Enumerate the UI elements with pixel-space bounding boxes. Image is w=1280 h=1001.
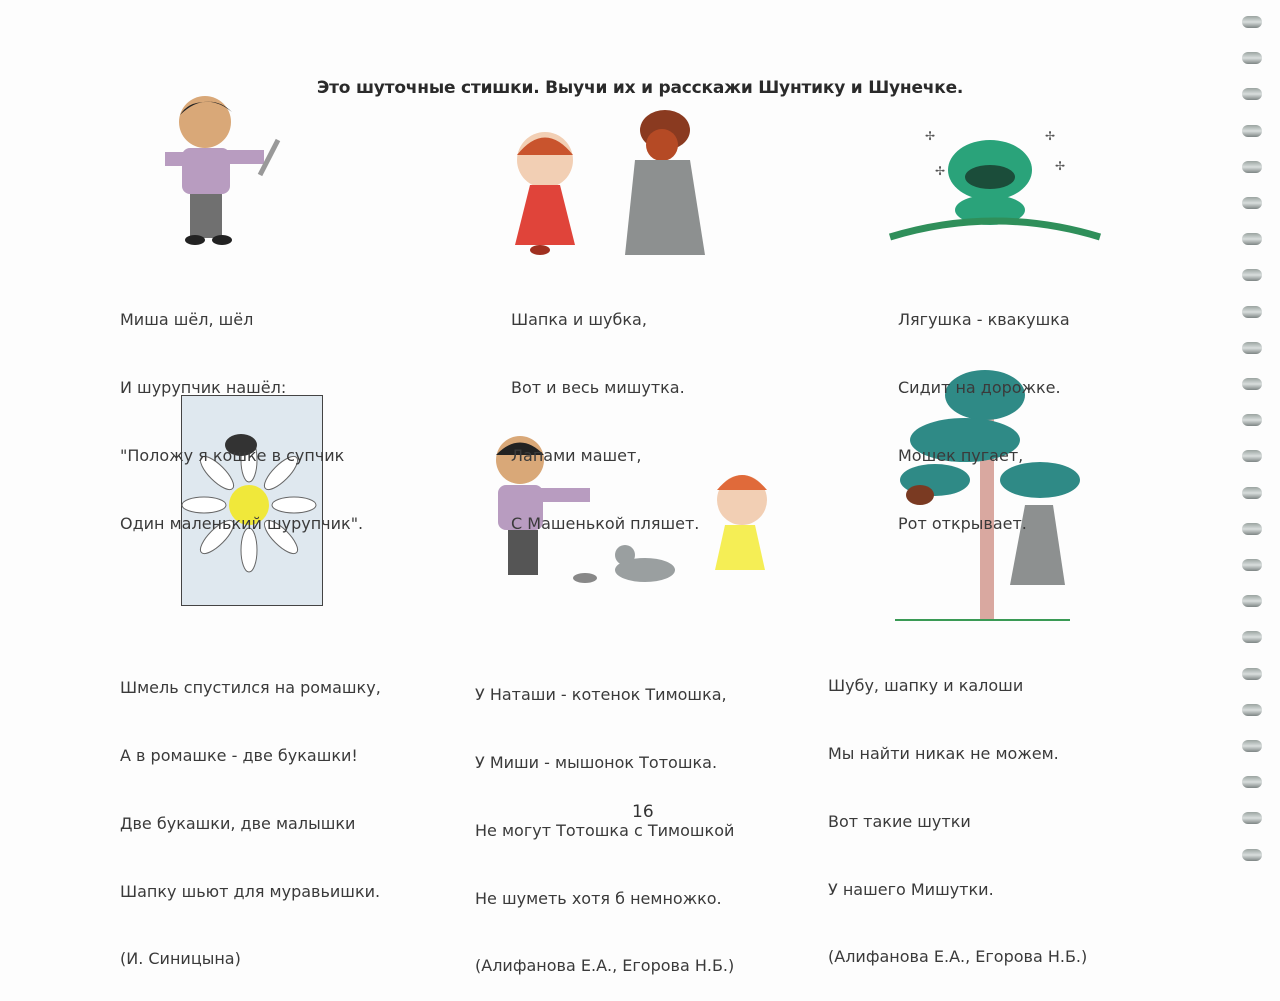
spiral-ring <box>1242 161 1262 173</box>
svg-text:✢: ✢ <box>935 164 946 178</box>
spiral-ring <box>1242 88 1262 100</box>
poem-line: Лапами машет, <box>511 445 642 465</box>
poem-line: Один маленький шурупчик". <box>120 513 364 533</box>
spiral-ring <box>1242 849 1262 861</box>
spiral-ring <box>1242 487 1262 499</box>
spiral-ring <box>1242 559 1262 571</box>
boy-with-screw-illustration <box>160 90 290 250</box>
spiral-ring <box>1242 595 1262 607</box>
poem-shubu-shapku <box>828 630 1087 992</box>
poem-lyagushka <box>898 264 1070 558</box>
poem-line: Шапка и шубка, <box>511 310 647 330</box>
girl-and-bear-illustration <box>500 105 715 260</box>
poem-natasha-kotenok <box>475 639 734 1001</box>
svg-text:✢: ✢ <box>925 129 936 143</box>
spiral-ring <box>1242 125 1262 137</box>
poem-line: Вот и весь мишутка. <box>511 377 685 397</box>
spiral-ring <box>1242 52 1262 64</box>
spiral-ring <box>1242 740 1262 752</box>
poem-line: У Наташи - котенок Тимошка, <box>475 685 727 705</box>
spiral-ring <box>1242 450 1262 462</box>
poem-line: Шубу, шапку и калоши <box>828 676 1024 696</box>
poem-line: У нашего Мишутки. <box>828 879 994 899</box>
poem-line: А в ромашке - две букашки! <box>120 745 358 765</box>
poem-line: Миша шёл, шёл <box>120 310 254 330</box>
poem-line: Шапку шьют для муравьишки. <box>120 881 381 901</box>
poem-line: Рот открывает. <box>898 513 1027 533</box>
page-title: Это шуточные стишки. Выучи их и расскажи Шунтику и Шунечке. <box>316 78 964 98</box>
spiral-ring <box>1242 631 1262 643</box>
poem-shmel <box>120 632 381 994</box>
spiral-ring <box>1242 704 1262 716</box>
poem-line: "Положу я кошке в супчик <box>120 445 345 465</box>
spiral-ring <box>1242 233 1262 245</box>
poem-author: (Алифанова Е.А., Егорова Н.Б.) <box>475 956 735 976</box>
poem-line: Лягушка - квакушка <box>898 310 1070 330</box>
spiral-ring <box>1242 16 1262 28</box>
spiral-ring <box>1242 378 1262 390</box>
poem-shapka-shubka <box>511 264 699 558</box>
spiral-ring <box>1242 668 1262 680</box>
spiral-ring <box>1242 414 1262 426</box>
spiral-ring <box>1242 776 1262 788</box>
poem-line: Шмель спустился на ромашку, <box>120 678 381 698</box>
spiral-ring <box>1242 812 1262 824</box>
poem-line: Сидит на дорожке. <box>898 377 1061 397</box>
spiral-ring <box>1242 342 1262 354</box>
poem-line: Вот такие шутки <box>828 811 971 831</box>
poem-author: (Алифанова Е.А., Егорова Н.Б.) <box>828 947 1088 967</box>
poem-line: Мы найти никак не можем. <box>828 743 1059 763</box>
poem-line: Не могут Тотошка с Тимошкой <box>475 820 735 840</box>
frog-illustration <box>885 125 1105 245</box>
poem-line: Мошек пугает, <box>898 445 1024 465</box>
poem-author: (И. Синицына) <box>120 949 241 969</box>
svg-text:✢: ✢ <box>1055 159 1066 173</box>
poem-line: Две букашки, две малышки <box>120 813 356 833</box>
svg-text:✢: ✢ <box>1045 129 1056 143</box>
poem-line: И шурупчик нашёл: <box>120 377 287 397</box>
spiral-ring <box>1242 306 1262 318</box>
spiral-ring <box>1242 269 1262 281</box>
spiral-ring <box>1242 523 1262 535</box>
spiral-binding <box>1242 10 1266 890</box>
spiral-ring <box>1242 197 1262 209</box>
poem-line: С Машенькой пляшет. <box>511 513 700 533</box>
poem-line: У Миши - мышонок Тотошка. <box>475 752 718 772</box>
poem-misha-screw <box>120 264 363 558</box>
poem-line: Не шуметь хотя б немножко. <box>475 888 722 908</box>
page-number: 16 <box>632 802 654 822</box>
